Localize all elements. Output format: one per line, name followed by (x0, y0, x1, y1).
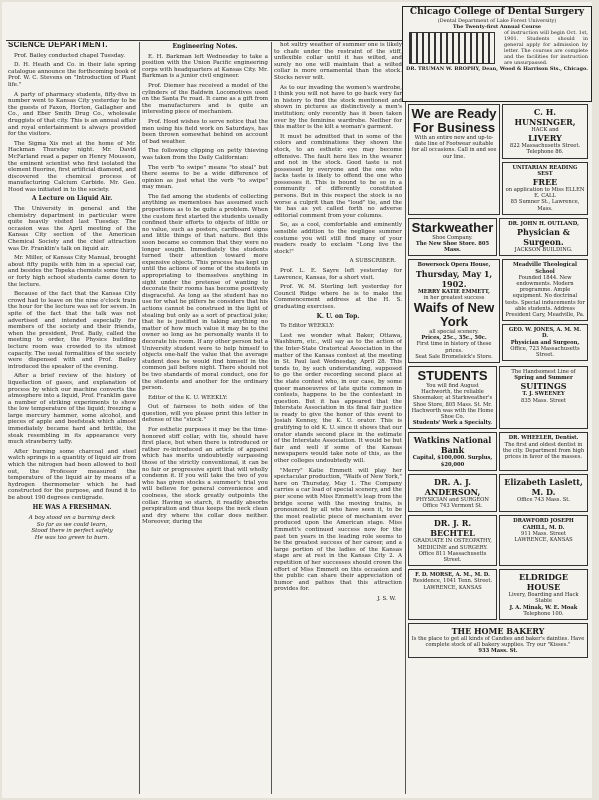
ad-text: You will find August Hachworth, the reliable Shoemaker, at Starkweather's Shoe Store, 805 Mass. St. Mr. Hachworth was with the Home Shoe Co. (411, 383, 494, 421)
ad-seats: Seat Sale Bromelsick's Store. (415, 353, 493, 360)
ad-place: 835 Mass. Street (521, 397, 566, 404)
paragraph: Out of fairness to both sides of the question, will you please print this letter in defense of the "stock." (142, 404, 268, 424)
ad-name: DR. J. R. BECHTEL (430, 518, 475, 539)
ad-dean: DR. TRUMAN W. BROPHY, Dean, Wood & Harrison Sts., Chicago. (405, 66, 589, 72)
section-heading: SCIENCE DEPARTMENT. (8, 42, 108, 49)
ad-address: Office 743 Vermont St. (422, 503, 483, 510)
ad-address: 85 Sumner St., Lawrence, Mass. (510, 199, 580, 212)
ad-place: Office, 723 Massachusetts Street. (510, 345, 580, 359)
column-letters (274, 42, 402, 794)
ad-sub: Shoe Company. (432, 234, 473, 241)
ad-opera-house (408, 259, 500, 363)
ad-place: JACKSON BUILDING. (514, 247, 573, 254)
ad-title: Meadville Theological School (513, 262, 577, 275)
ad-name: Starkweather (411, 219, 494, 235)
ad-prices: Prices, 25c., 35c., 50c. (421, 335, 487, 342)
ad-sub: Livery, Boarding and Hack Stable (508, 592, 579, 605)
ad-text: With an entire new and up-to-date line of Footwear suitable for all occasions. Call in and see our line. (411, 135, 497, 160)
signature: A SUBSCRIBER. (349, 258, 396, 265)
paragraph: Mr. Miller, of Kansas City Manual, brought about fifty pupils with him in a special car, and besides the Topeka chemists some thirty or forty high school students came down to the lecture. (8, 255, 136, 288)
ad-headline: For Business (412, 120, 496, 135)
ad-date: Thursday, May 1, 1902. (415, 268, 493, 289)
ad-outland (499, 218, 588, 257)
ad-address: Office 743 Mass. St. (516, 496, 571, 503)
ad-owners: J. A. Minak, W. E. Moak (509, 604, 578, 611)
ad-title: Chicago College of Dental Surgery (409, 7, 585, 17)
subheading: K. U. on Top. (316, 312, 360, 320)
ad-text: The first and oldest dentist in the city. Department from high prices in favor of the masses. (502, 441, 585, 461)
ad-name: DRAWFORD JOSEPH CAHILL, M. D. (513, 518, 574, 531)
ad-name: DR. A. J. ANDERSON, (424, 476, 481, 497)
paragraph: Prof. Hood wishes to serve notice that the men using his field work on Saturdays, has been thrown somewhat behind on account of bad weather. (142, 118, 268, 145)
paragraph: Prof. Diemer has received a model of the cylinders of the Baldwin Locomotives used on the Santa Fe road. It came as a gift from the manufacturers and is quite an interesting piece of mechanism. (142, 82, 268, 116)
paragraph: Editor of the K. U. WEEKLY: (148, 394, 228, 401)
poem-line: So far as we could learn, (36, 521, 108, 528)
paragraph: Prof. L. E. Sayre left yesterday for Lawrence, Kansas, for a short visit. (274, 268, 402, 281)
ad-starkweather (408, 218, 497, 257)
paragraph: For esthetic purposes it may be the time-honored stiff collar, with tie, should have first place, but when there is introduced or rather re-introduced an article of apparel which has merits undoubtedly surpassing those of the strictly conventional, it can be no fair or progressive spirit that will wholly condemn it. If you will take the two of you who has given stocks a summer's trial you will believe for general convenience and coolness, the stock greatly outpoints the collar. Having so starch, it readily absorbs perspiration and thus keeps the neck clean and dry where the collar does neither. Moreover, during the (142, 427, 268, 526)
ad-name: C. H. HUNSINGER, (514, 107, 576, 127)
ad-laslett (499, 474, 588, 512)
paragraph: The fad among the students of collecting anything as mementoes has assumed such proportions as to be quite a problem. When the custom first started the students usually confined their efforts to objects of little or no value, such as posters, cardboard signs and little things of that nature. But this soon became so common that they were no longer sought. Immediately the students turned their attention toward more expensive objects. This process has kept up until the actions of some of the students in appropriating to themselves anything in sight under the pretense of wanting to decorate their rooms has become positively disgraceful. As long as the student has no use for what he pilfers he considers that his actions cannot be construed in the light of stealing but only as a sort of practical joke; that he is justified in taking anything no matter of how much value it may be to the owner so long as he personally wants it to decorate his room. If any other person but a University student were to help himself to objects one-half the value that the average student does he would find himself in the common jail before night. There should not be two standards of moral conduct, one for the students and another for the ordinary person. (142, 193, 268, 392)
paragraph: So, as a cool, comfortable and eminently sensible addition to the negligee summer costume you will still find many of your readers ready to exclaim "Long live the stock!" (274, 222, 402, 255)
column-divider (271, 42, 272, 794)
ad-line: LIVERY (528, 133, 562, 144)
ad-line: all special scenery. (429, 329, 479, 336)
ad-headline: We are Ready (411, 106, 497, 121)
column-divider (139, 42, 140, 794)
ad-tag: Students' Work a Specialty. (412, 420, 493, 427)
ad-headline: STUDENTS (417, 368, 488, 384)
ad-text: Founded 1844. New endowments. Modern programme. Ample equipment. No doctrinal tests. Special inducements for able students. Address President Cary, Meadville, Pa. (505, 274, 585, 319)
paragraph: As to our invading the women's wardrobe, I think you will not have to go back very far in history to find the stock mentioned and shown in pictures as distinctively a men's institution; only recently has it been taken over by the feminine wardrobe. Neither for this matter is the kilt a woman's garment. (274, 84, 402, 131)
ad-tag: The New Shoe Store. 805 Mass. (415, 241, 490, 254)
ad-home-bakery (408, 623, 588, 658)
column-divider (405, 102, 406, 794)
building-illustration (409, 32, 495, 64)
ad-cahill (499, 515, 588, 566)
paragraph: D. H. Heath and Co. in their late spring catalogue announce the forthcoming book of Prof. W. C. Stevens on "Introduction of Plant life." (8, 62, 136, 88)
ad-line: Spring and Summer (514, 375, 573, 382)
ad-star: MERRY KATIE EMMETT, (418, 288, 490, 295)
paragraph: A party of pharmacy students, fifty-five in number went to Kansas City yesterday to be the guests of Faxon, Horton, Gallagher and Co., and Eber Smith Drug Co., wholesale druggists of that city. This is an annual affair and royal entertainment is always provided for the visitors. (8, 91, 136, 138)
ad-show: Waifs of New York (413, 300, 495, 330)
paragraph: The Sigma Xis met at the home of Mr. Hackman Thursday night. Mr. David McFarland read a paper on Henry Mousson, the eminent scientist who first isolated the element fluorine, first artificial diamond, and discovered the chemical process of manufacturing Calcium Carbide. Mr. Geo. Hood was initiated in to the society. (8, 140, 136, 193)
poem-title: HE WAS A FRESHMAN. (32, 503, 112, 511)
ad-text: Is the place to get all kinds of Candies and baker's dainties. Have complete stock of all bakery supplies. Try our "Kisses." (411, 635, 585, 649)
ad-seminary (502, 259, 588, 321)
ad-title: UNITARIAN READING SEST (512, 164, 578, 177)
ad-line: The Handsomest Line of (511, 369, 576, 376)
paragraph: Prof. Bailey conducted chapel Tuesday. (14, 52, 125, 59)
paragraph: The verb "to swipe" means "to steal" but there seems to be a wide difference of opinion as just what the verb "to swipe" may mean. (142, 164, 268, 191)
paragraph: The following clipping on petty thieving was taken from the Daily Californian: (142, 148, 268, 161)
ad-title: Watkins National Bank (413, 435, 492, 456)
paragraph: The University in general and the chemistry department in particular were quite heavily visited last Tuesday. The occasion was the April meeting of the Kansas City section of the American Chemical Society and the chief attraction was Dr. Franklin's talk on liquid air. (8, 206, 136, 252)
poem (8, 515, 136, 541)
ad-address: 822 Massachusetts Street. (509, 143, 581, 150)
subheading: Engineering Notes. (172, 43, 238, 50)
ad-wheeler (499, 432, 588, 470)
ad-text: on application to Miss ELLEN E. CALL (505, 187, 585, 200)
ad-title: Physician & Surgeon. (517, 227, 570, 248)
paragraph: "Merry" Katie Emmett will play her spectacular production, "Waifs of New York," here on Thursday, May 1. The Company carries a car load of special scenery, and the pier scene with Miss Emmett's leap from the bridge scene with the moving trains, is pronounced by all who have seen it, to be the most realistic piece of mechanism ever produced upon the American stage. Miss Emmett's continued success now for the past ten years in the leading role seems to be the greatest success of her career, and a large portion of the ladies of the Kansas stage are at rest in the Kansas City 2. A repetition of her successes should crown the effort of Miss Emmett on this occasion and the public can share their appreciation of humor and pathos that this attraction provides for. (274, 467, 402, 593)
paragraph: Prof. W. M. Sterling left yesterday for Council Ridge where he is to make the Commencement address at the H. S. graduating exercises. (274, 284, 402, 310)
ad-reading (502, 162, 588, 215)
ad-address: Residence, 1041 Tenn. Street. (412, 578, 493, 585)
paragraph: hot sultry weather of summer one is likely to chafe under the restraint of the stiff, unflexible collar until it has wilted, and surely no one will maintain that a wilted collar is more ornamental than the stock. Stocks never wilt. (274, 42, 402, 81)
paragraph: It must be admitted that in some of the colors and combinations they shown the stock, to an esthetic eye may become offensive. The fault here lies in the wearer and not in the stock. Good taste is not possessed by everyone and the one who lacks taste is likely to offend the one who possesses it. This is bound to be so in a community of differently constituted persons. But in this respect the stock is no worse a culprit than the "loud" tie, and the tie has as yet called forth no adverse editorial comment from your columns. (274, 133, 402, 219)
ad-title: SUITINGS (520, 381, 567, 392)
column-science (8, 42, 136, 794)
subheading: A Lecture on Liquid Air. (31, 195, 113, 203)
ad-title: GRADUATE IN OSTEOPATHY, MEDICINE and SURGERY. (413, 538, 492, 551)
newspaper-page (2, 2, 592, 798)
ad-line: in her greatest success (423, 294, 485, 301)
ad-stack-right (502, 259, 588, 366)
ad-name: DR. WHEELER, Dentist. (508, 435, 579, 442)
ad-address: Office 811 Massachusetts Street. (418, 550, 487, 563)
ad-city: LAWRENCE, KANSAS (423, 584, 482, 591)
ad-free: FREE (532, 177, 558, 188)
ad-title: ELDRIDGE HOUSE (519, 572, 568, 593)
ad-telephone: Telephone 100. (523, 610, 564, 617)
ad-title: Bowersock Opera House, (417, 262, 491, 269)
ad-note: First time in history of these prices. (416, 341, 492, 354)
ad-morse (408, 569, 497, 620)
ad-spring-suitings (499, 366, 588, 429)
paragraph: After a brief review of the history of liquefaction of gases, and explanation of process by which our machine converts the atmosphere into a liquid, Prof. Franklin gave a number of striking experiments to show the low temperature of the liquid; freezing a large mercury hammer, some alcohol, and pieces of apple and beefsteak which almost immediately became hard and brittle, the steak resembling in its appearance very much strawberry taffy. (8, 373, 136, 446)
dental-college-ad (402, 6, 592, 102)
ad-stack-right (502, 104, 588, 218)
ad-hunsinger (502, 104, 588, 159)
ad-city: LAWRENCE, KANSAS (514, 536, 573, 543)
ad-title: PHYSICIAN and SURGEON (416, 496, 489, 503)
ad-telephone: Telephone 86. (526, 149, 564, 156)
paragraph: Because of the fact that the Kansas City crowd had to leave on the nine o'clock train the hour for the lecture was set for seven. In spite of the fact that the talk was not advertised and intended especially for members of the society and their friends, when the president, Prof. Baily, called the meeting to order, the Physics building lecture room was crowded to its utmost capacity. The usual formalities of the society were dispensed with and Prof. Bailey introduced the speaker of the evening. (8, 291, 136, 370)
poem-line: Stood there in perfect safety (31, 528, 113, 535)
ad-address: 933 Mass. St. (478, 648, 518, 655)
signature: J. S. W. (377, 595, 396, 602)
ad-subtitle: (Dental Department of Lake Forest University) (437, 18, 557, 24)
ad-address: 911 Mass. Street (521, 530, 566, 537)
ad-name: Elizabeth Laslett, M. D. (504, 476, 583, 497)
paragraph: Lest we wonder what Baker, Ottawa, Washburn, etc., will say as to the action of the Inter-State Oratorical Association in the matter of the Kansas contest at the meeting in St. Paul last Wednesday, April 28. This tends to, by such understanding, supposed to go the order recording second place at the state contest who, in our case, by some queer manoeuvres of late quite common in contests, happens to be the contestant in question. But it has appeared that the Interstate Association in its final fair justice is ready to give the honor of this event to Josiah Kenney, the K. U. orator. This is gratifying to old K. U. since it shows that our orator stands second place in the estimate of the Interstate Association. It would be but fair and well if some of the Kansas newspapers would take note of this, as the other colleges undoubtedly will. (274, 332, 402, 465)
ad-watkins-bank (408, 432, 497, 470)
poem-line: He was too green to burn. (34, 534, 110, 541)
ad-title: THE HOME BAKERY (451, 625, 545, 636)
ad-ready-for-business (408, 104, 500, 215)
ad-name: DR. JOHN H. OUTLAND, (508, 220, 579, 227)
ad-line: HACK and (531, 127, 559, 133)
ad-session: The Twenty-first Annual Course (452, 24, 542, 30)
column-engineering (142, 42, 268, 794)
poem-line: A boy stood on a burning deck (28, 515, 116, 522)
ad-name: F. D. MORSE, A. M., M. D. (415, 572, 490, 579)
ad-title: Physician and Surgeon, (510, 339, 580, 346)
paragraph: E. H. Barkman left Wednesday to take a position with the Union Pacific engineering corps with headquarters at Kansas City. Mr. Barkman is a junior civil engineer. (142, 53, 268, 80)
ad-name: T. J. SWEENEY (522, 391, 565, 398)
ad-jones (502, 324, 588, 361)
column-advertisements (408, 104, 588, 794)
ad-bechtel (408, 515, 497, 566)
ad-students (408, 366, 497, 429)
ad-capital: Capital, $100,000. Surplus, $20,000 (412, 455, 493, 468)
paragraph: To Editor WEEKLY: (280, 323, 335, 330)
ad-body: of instruction will begin Oct. 1st, 1901. Students should in general apply for admission by letter. The courses are complete and the facilities for instruction are unsurpassed. (504, 30, 588, 66)
ad-name: GEO. W. JONES, A. M. M. D. (508, 327, 582, 340)
ad-eldridge (499, 569, 588, 620)
paragraph: After burning some charcoal and steel watch springs in a quantity of liquid air from which the nitrogen had been allowed to boil out, the Professor measured the temperature of the liquid air by means of a hydrogen thermometer which he had constructed for the purpose, and found it to be about 190 degrees centigrade. (8, 448, 136, 501)
ad-anderson (408, 474, 497, 512)
